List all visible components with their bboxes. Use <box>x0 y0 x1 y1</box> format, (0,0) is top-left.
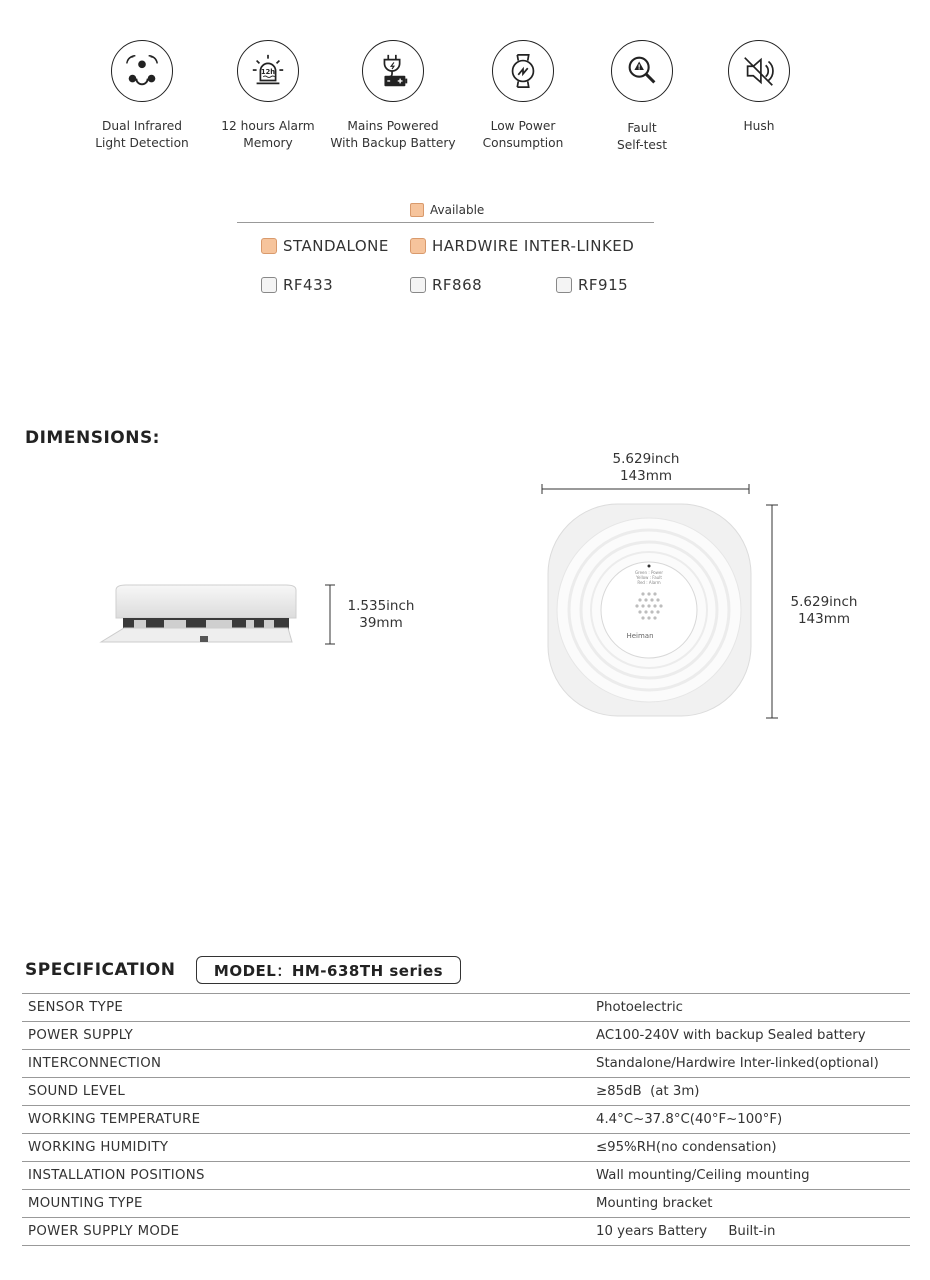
hush-mute-icon <box>728 40 790 102</box>
device-top-view <box>536 482 796 722</box>
feature-label: 12 hours Alarm Memory <box>221 119 315 150</box>
feature-label: Mains Powered With Backup Battery <box>330 119 456 150</box>
spec-value: Mounting bracket <box>596 1196 713 1211</box>
availability-legend-label: Available <box>430 203 485 217</box>
width-inch: 5.629inch <box>612 451 680 467</box>
available-checkbox <box>261 238 277 254</box>
available-checkbox <box>410 238 426 254</box>
depth-inch: 5.629inch <box>790 594 858 610</box>
table-row <box>22 1106 910 1134</box>
spec-key: MOUNTING TYPE <box>28 1196 143 1211</box>
option-rf868 <box>410 276 482 294</box>
depth-dimension <box>782 594 866 628</box>
spec-value: ≤95%RH(no condensation) <box>596 1140 777 1155</box>
indicator-line-red: Red : Alarm <box>637 580 661 585</box>
fault-self-test-icon <box>611 40 673 102</box>
indicator-line-green: Green : Power <box>634 570 664 575</box>
indicator-line-yellow: Yellow : Fault <box>636 575 662 580</box>
spec-key: INTERCONNECTION <box>28 1056 162 1071</box>
option-hardwire-inter-linked <box>410 237 634 255</box>
feature-hush <box>695 40 823 135</box>
option-label: RF915 <box>578 276 629 294</box>
brand-logo: Heiman <box>626 632 654 640</box>
svg-text:12h: 12h <box>261 67 275 76</box>
width-mm: 143mm <box>619 468 673 484</box>
device-side-view <box>96 580 346 650</box>
spec-key: POWER SUPPLY <box>28 1028 134 1043</box>
feature-label: Fault Self-test <box>616 121 668 152</box>
option-label: RF433 <box>283 276 334 294</box>
option-rf915 <box>556 276 628 294</box>
specification-heading: SPECIFICATION <box>25 960 176 980</box>
spec-key: SENSOR TYPE <box>28 1000 124 1015</box>
feature-dual-infrared <box>78 40 206 151</box>
height-inch: 1.535inch <box>347 598 415 614</box>
option-label: HARDWIRE INTER-LINKED <box>432 237 635 255</box>
table-row <box>22 1190 910 1218</box>
feature-alarm-memory <box>204 40 332 151</box>
spec-key: WORKING TEMPERATURE <box>28 1112 201 1127</box>
table-row <box>22 994 910 1022</box>
option-standalone <box>261 237 389 255</box>
spec-value: ≥85dB (at 3m) <box>596 1084 700 1099</box>
feature-label: Low Power Consumption <box>482 119 564 150</box>
spec-value: Photoelectric <box>596 1000 683 1015</box>
spec-value: 10 years Battery Built-in <box>596 1224 776 1239</box>
dual-infrared-icon <box>111 40 173 102</box>
table-row <box>22 1162 910 1190</box>
spec-key: WORKING HUMIDITY <box>28 1140 169 1155</box>
option-label: STANDALONE <box>283 237 389 255</box>
table-row <box>22 1022 910 1050</box>
dimensions-heading: DIMENSIONS: <box>25 428 160 448</box>
feature-low-power <box>459 40 587 151</box>
spec-key: POWER SUPPLY MODE <box>28 1224 180 1239</box>
feature-label: Dual Infrared Light Detection <box>95 119 189 150</box>
spec-value: 4.4°C~37.8°C(40°F~100°F) <box>596 1112 783 1127</box>
unavailable-checkbox <box>410 277 426 293</box>
spec-value: Standalone/Hardwire Inter-linked(optional) <box>596 1056 879 1071</box>
feature-mains-powered <box>329 40 457 151</box>
table-row <box>22 1050 910 1078</box>
option-rf433 <box>261 276 333 294</box>
unavailable-checkbox <box>261 277 277 293</box>
low-power-icon <box>492 40 554 102</box>
table-row <box>22 1218 910 1246</box>
model-badge: MODEL：HM-638TH series <box>196 956 461 984</box>
table-row <box>22 1134 910 1162</box>
spec-value: AC100-240V with backup Sealed battery <box>596 1028 866 1043</box>
feature-fault-self-test <box>578 40 706 153</box>
spec-key: INSTALLATION POSITIONS <box>28 1168 205 1183</box>
height-mm: 39mm <box>359 615 403 631</box>
height-dimension <box>340 598 422 632</box>
unavailable-checkbox <box>556 277 572 293</box>
option-label: RF868 <box>432 276 483 294</box>
availability-legend <box>410 203 484 217</box>
specification-table <box>22 993 910 1246</box>
depth-mm: 143mm <box>797 611 851 627</box>
divider <box>237 222 654 223</box>
available-swatch <box>410 203 424 217</box>
table-row <box>22 1078 910 1106</box>
mains-plug-battery-icon <box>362 40 424 102</box>
spec-key: SOUND LEVEL <box>28 1084 126 1099</box>
spec-value: Wall mounting/Ceiling mounting <box>596 1168 810 1183</box>
alarm-memory-12h-icon <box>237 40 299 102</box>
width-dimension <box>600 451 692 485</box>
feature-label: Hush <box>743 119 775 133</box>
